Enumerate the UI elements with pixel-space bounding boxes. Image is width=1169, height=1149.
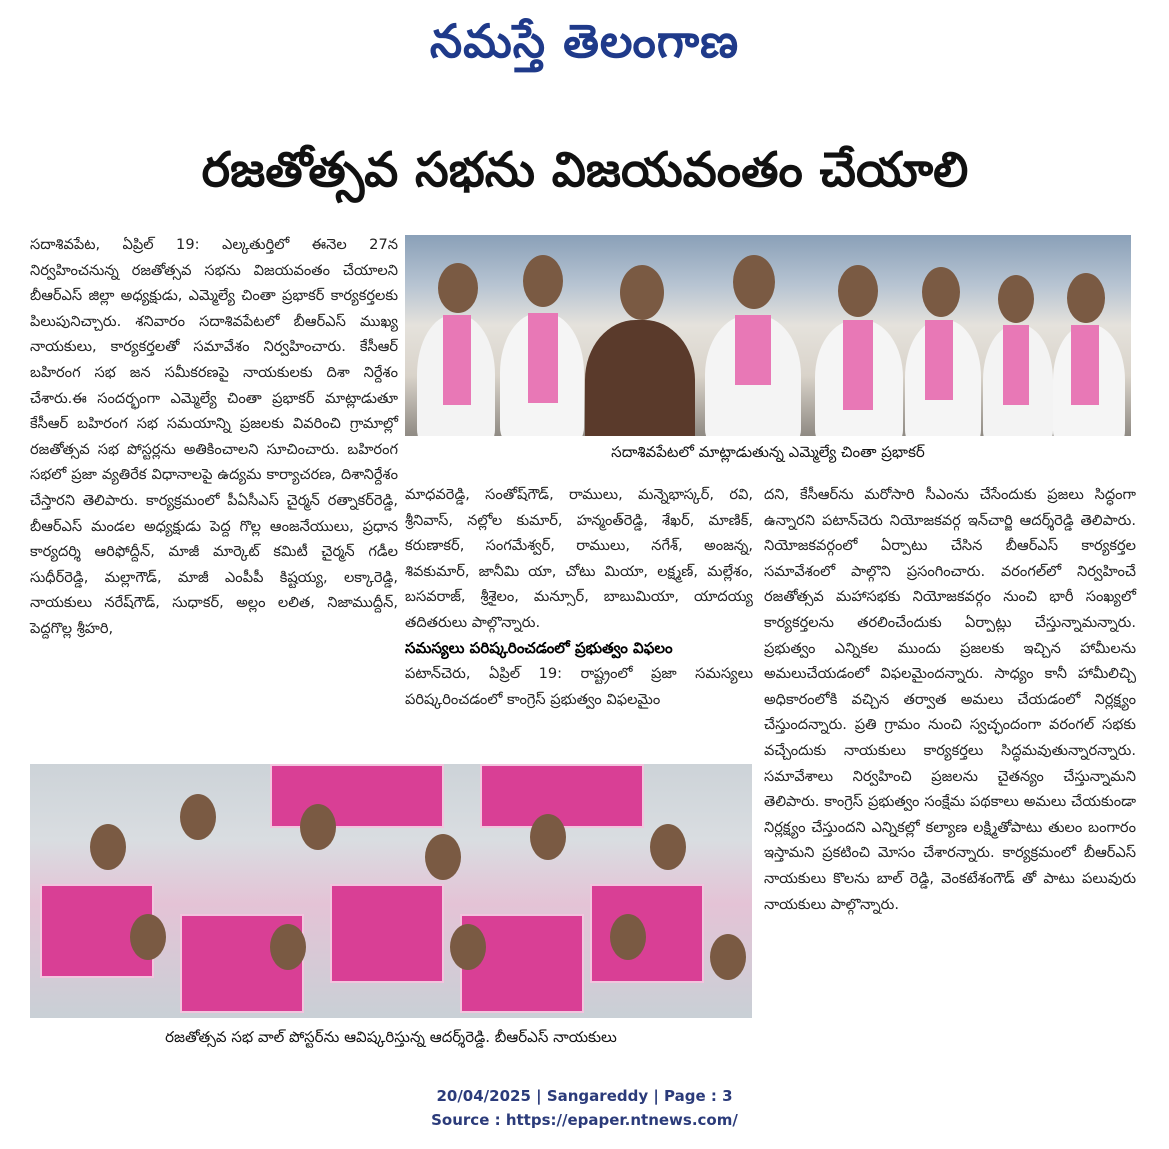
photo-banner — [480, 764, 644, 828]
footer-date-line: 20/04/2025 | Sangareddy | Page : 3 — [436, 1087, 733, 1105]
article-column-3 — [764, 482, 1136, 917]
photo-scarf — [1071, 325, 1099, 405]
photo-poster — [330, 884, 444, 983]
photo-figure-head — [1067, 273, 1105, 323]
article-body-text: పటాన్‌చెరు, ఏప్రిల్ 19: రాష్ట్రంలో ప్రజా సమస్యలు పరిష్కరించడంలో కాంగ్రెస్ ప్రభుత్వం విఫలమైం — [405, 665, 753, 708]
photo-figure-head — [610, 914, 646, 960]
photo-figure-head — [710, 934, 746, 980]
article-body-text: మాధవరెడ్డి, సంతోష్‌గౌడ్, రాములు, మన్నెభాస్కర్, రవి, శ్రీనివాస్, నల్లోల కుమార్, హన్మంత్‌రెడ్డి, శేఖర్, మాణిక్, కరుణాకర్, సంగమేశ్వర్, రాములు, నగేశ్, అంజన్న, శివకుమార్, జానీమి యా, చోటు మియా, లక్ష్మణ్, మల్లేశం, బసవరాజ్, శ్రీశైలం, మన్సూర్, బాబుమియా, యాదయ్య తదితరులు పాల్గొన్నారు. — [405, 486, 753, 631]
photo-scarf — [528, 313, 558, 403]
photo-scarf — [1003, 325, 1029, 405]
photo-figure-head — [300, 804, 336, 850]
photo-figure-head — [90, 824, 126, 870]
photo-figure-head — [530, 814, 566, 860]
photo-scarf — [735, 315, 771, 385]
photo-caption-posters: రజతోత్సవ సభ వాల్ పోస్టర్‌ను ఆవిష్కరిస్తున్న ఆదర్శ్‌రెడ్డి. బీఆర్ఎస్ నాయకులు — [165, 1028, 617, 1046]
photo-figure-head — [922, 267, 960, 317]
article-column-1 — [30, 232, 398, 642]
photo-poster — [590, 884, 704, 983]
footer-source-line: Source : https://epaper.ntnews.com/ — [431, 1111, 738, 1129]
photo-caption-meeting: సదాశివపేటలో మాట్లాడుతున్న ఎమ్మెల్యే చింతా ప్రభాకర్ — [611, 443, 925, 461]
photo-scarf — [443, 315, 471, 405]
article-body-text: దని, కేసీఆర్‌ను మరోసారి సీఎంను చేసేందుకు ప్రజలు సిద్ధంగా ఉన్నారని పటాన్‌చెరు నియోజకవర్గ ఇన్‌చార్జి ఆదర్శ్‌రెడ్డి తెలిపారు. నియోజకవర్గంలో ఏర్పాటు చేసిన బీఆర్ఎస్ కార్యకర్తల సమావేశంలో పాల్గొని ప్రసంగించారు. వరంగల్‌లో నిర్వహించే రజతోత్సవ మహాసభకు నియోజకవర్గం నుంచి భారీ సంఖ్యలో కార్యకర్తలను తరలించేందుకు ఏర్పాట్లు చేస్తున్నామన్నారు. ప్రభుత్వం ఎన్నికల ముందు ప్రజలకు ఇచ్చిన హామీలను అమలుచేయడంలో విఫలమైందన్నారు. సాధ్యం కానీ హామీలిచ్చి అధికారంలోకి వచ్చిన తర్వాత అమలు చేయడంలో నిర్లక్ష్యం చేస్తుందన్నారు. ప్రతి గ్రామం నుంచి స్వచ్ఛందంగా వరంగల్ సభకు వచ్చేందుకు నాయకులు కార్యకర్తలు సిద్ధమవుతున్నారన్నారు. సమావేశాలు నిర్వహించి ప్రజలను చైతన్యం చేస్తున్నామని తెలిపారు. కాంగ్రెస్ ప్రభుత్వం సంక్షేమ పథకాలు అమలు చేయకుండా నిర్లక్ష్యం చేస్తుందని ఎన్నికల్లో కల్యాణ లక్ష్మితోపాటు తులం బంగారం ఇస్తామని ప్రకటించి మోసం చేశారన్నారు. కార్యక్రమంలో బీఆర్ఎస్ నాయకులు కొలను బాల్ రెడ్డి, వెంకటేశంగౌడ్ తో పాటు పలువురు నాయకులు పాల్గొన్నారు. — [764, 486, 1136, 913]
meeting-photo — [405, 235, 1131, 436]
poster-launch-photo — [30, 764, 752, 1018]
article-subheading: సమస్యలు పరిష్కరించడంలో ప్రభుత్వం విఫలం — [405, 638, 673, 657]
photo-figure-head — [270, 924, 306, 970]
photo-figure-head — [838, 265, 878, 317]
photo-figure-head — [650, 824, 686, 870]
photo-figure-head — [998, 275, 1034, 323]
photo-figure-head — [733, 255, 775, 309]
photo-figure-head — [130, 914, 166, 960]
photo-figure-head — [523, 255, 563, 307]
photo-figure-head — [425, 834, 461, 880]
photo-scarf — [843, 320, 873, 410]
masthead-logo: నమస్తే తెలంగాణ — [429, 14, 740, 68]
photo-scarf — [925, 320, 953, 400]
article-column-2 — [405, 482, 753, 712]
photo-figure-head — [450, 924, 486, 970]
photo-banner — [270, 764, 444, 828]
photo-figure-head — [438, 263, 478, 313]
article-body-text: సదాశివపేట, ఏప్రిల్ 19: ఎల్కతుర్తిలో ఈనెల 27న నిర్వహించనున్న రజతోత్సవ సభను విజయవంతం చేయాలని బీఆర్ఎస్ జిల్లా అధ్యక్షుడు, ఎమ్మెల్యే చింతా ప్రభాకర్ కార్యకర్తలకు పిలుపునిచ్చారు. శనివారం సదాశివపేటలో బీఆర్ఎస్ ముఖ్య నాయకులు, కార్యకర్తలతో సమావేశం నిర్వహించారు. కేసీఆర్ బహిరంగ సభ జన సమీకరణపై నాయకులకు దిశా నిర్దేశం చేశారు.ఈ సందర్భంగా ఎమ్మెల్యే చింతా ప్రభాకర్ మాట్లాడుతూ కేసీఆర్ బహిరంగ సభ సమయాన్ని ప్రజలకు వివరించి గ్రామాల్లో రజతోత్సవ సభ పోస్టర్లను అతికించాలని సూచించారు. బహిరంగ సభలో ప్రజా వ్యతిరేక విధానాలపై ఉద్యమ కార్యాచరణ, దిశానిర్దేశం చేస్తారని తెలిపారు. కార్యక్రమంలో పీఏసీఎస్ చైర్మన్ రత్నాకర్‌రెడ్డి, బీఆర్ఎస్ మండల అధ్యక్షుడు పెద్ద గొల్ల ఆంజనేయులు, ప్రధాన కార్యదర్శి ఆరిఫోద్దీన్, మాజీ మార్కెట్ కమిటీ చైర్మన్ గడీల సుధీర్‌రెడ్డి, మల్లాగౌడ్, మాజీ ఎంపీపీ కిష్టయ్య, లక్కారెడ్డి, నాయకులు నరేష్‌గౌడ్, సుధాకర్, అల్లం లలిత, నిజాముద్దీన్, పెద్దగొల్ల శ్రీహరి, — [30, 236, 398, 637]
photo-figure-head — [620, 265, 664, 320]
photo-figure — [585, 320, 695, 436]
photo-figure-head — [180, 794, 216, 840]
article-headline: రజతోత్సవ సభను విజయవంతం చేయాలి — [201, 142, 969, 198]
